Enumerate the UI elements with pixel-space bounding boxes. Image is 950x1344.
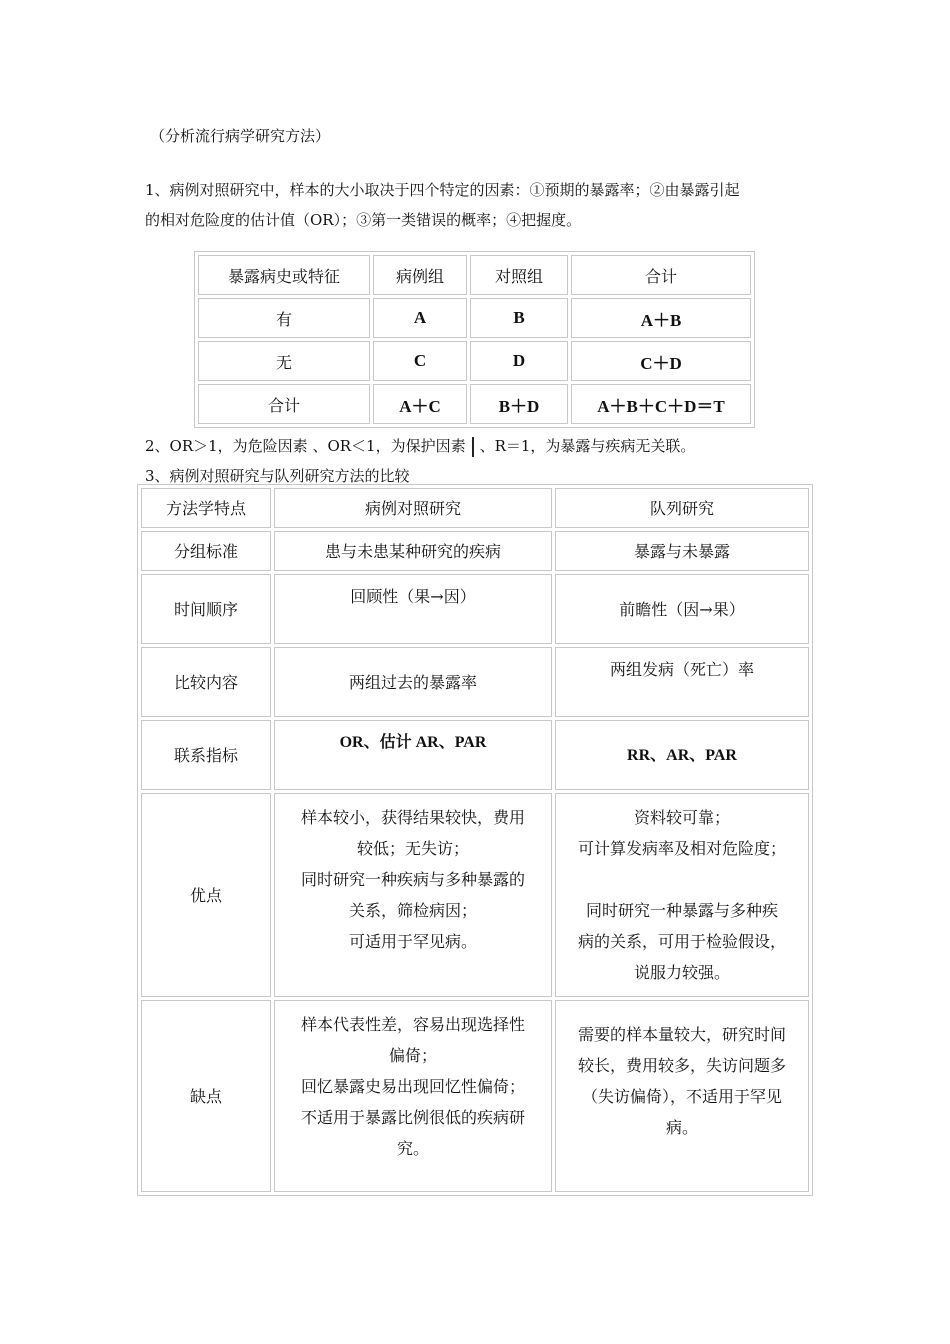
cell-line: 较长，费用较多，失访问题多 [577, 1056, 786, 1075]
cell-line: 样本代表性差，容易出现选择性 [300, 1015, 525, 1034]
cell-line: 前瞻性（因→果） [619, 599, 745, 619]
row-label: 联系指标 [141, 720, 271, 790]
cell-line: RR、AR、PAR [627, 746, 737, 764]
comparison-table [137, 484, 813, 1196]
cell-line: 究。 [396, 1139, 429, 1158]
row-label: 时间顺序 [141, 574, 271, 644]
table-cell: A＋C [373, 384, 467, 424]
cell-line: 两组发病（死亡）率 [609, 660, 754, 679]
table-cell: C＋D [571, 341, 751, 381]
separator-bar [472, 437, 474, 457]
cell-line: 说服力较强。 [633, 963, 730, 982]
paragraph-2 [145, 436, 695, 457]
table-header-row [141, 488, 809, 528]
case-cell [274, 531, 552, 571]
cell-line: 偏倚； [388, 1046, 437, 1065]
header-case-group: 病例组 [373, 255, 467, 295]
table-header-row [198, 255, 751, 295]
header-control-group: 对照组 [470, 255, 568, 295]
cell-line: OR、估计 AR、PAR [339, 734, 487, 751]
paragraph-2-part-a: 2、OR＞1，为危险因素 、OR＜1，为保护因素 [145, 437, 466, 455]
header-exposure: 暴露病史或特征 [198, 255, 370, 295]
table-cell: A＋B＋C＋D＝T [571, 384, 751, 424]
table-row [198, 384, 751, 424]
row-label: 分组标准 [141, 531, 271, 571]
case-cell [274, 574, 552, 644]
row-label: 比较内容 [141, 647, 271, 717]
cohort-cell [555, 574, 809, 644]
table-row [141, 1000, 809, 1192]
cell-line: 病的关系，可用于检验假设， [577, 932, 786, 951]
cell-line: 可适用于罕见病。 [348, 932, 477, 951]
cell-line: （失访偏倚），不适用于罕见 [581, 1087, 782, 1106]
table-cell: B [470, 298, 568, 338]
cohort-cell [555, 1000, 809, 1192]
row-label: 缺点 [141, 1000, 271, 1192]
case-cell [274, 647, 552, 717]
cell-line: 同时研究一种疾病与多种暴露的 [300, 870, 525, 889]
cell-line: 需要的样本量较大，研究时间 [577, 1025, 786, 1044]
table-row [198, 341, 751, 381]
paragraph-2-part-b: 、R＝1，为暴露与疾病无关联。 [479, 437, 696, 455]
table-row [141, 531, 809, 571]
cell-line: 较低；无失访； [356, 839, 469, 858]
exposure-table [194, 251, 755, 428]
paragraph-1-line-1: 1、病例对照研究中，样本的大小取决于四个特定的因素：①预期的暴露率；②由暴露引起 [145, 181, 740, 199]
cell-line: 同时研究一种暴露与多种疾 [585, 901, 778, 920]
table-cell: A＋B [571, 298, 751, 338]
table-row [141, 647, 809, 717]
case-cell [274, 720, 552, 790]
table-cell: B＋D [470, 384, 568, 424]
cell-line: 患与未患某种研究的疾病 [324, 541, 501, 561]
paragraph-1-line-2: 的相对危险度的估计值（OR）；③第一类错误的概率；④把握度。 [145, 211, 582, 229]
cell-line: 回忆暴露史易出现回忆性偏倚； [300, 1077, 525, 1096]
header-total: 合计 [571, 255, 751, 295]
cell-line: 关系，筛检病因； [348, 901, 477, 920]
cell-line: 可计算发病率及相对危险度； [577, 839, 786, 858]
cell-line: 暴露与未暴露 [633, 541, 730, 561]
row-label: 无 [198, 341, 370, 381]
table-row [141, 574, 809, 644]
table-row [141, 793, 809, 997]
row-label: 优点 [141, 793, 271, 997]
cell-line [560, 864, 804, 895]
cell-line: 回顾性（果→因） [350, 587, 476, 606]
header-case-control: 病例对照研究 [274, 488, 552, 528]
cell-line: 不适用于暴露比例很低的疾病研 [300, 1108, 525, 1127]
header-cohort: 队列研究 [555, 488, 809, 528]
cell-line: 两组过去的暴露率 [348, 672, 477, 692]
cohort-cell [555, 793, 809, 997]
table-row [141, 720, 809, 790]
table-cell: C [373, 341, 467, 381]
cell-line: 病。 [665, 1118, 698, 1137]
document-heading: （分析流行病学研究方法） [150, 127, 331, 145]
paragraph-3: 3、病例对照研究与队列研究方法的比较 [145, 467, 410, 485]
cell-line: 样本较小，获得结果较快，费用 [300, 808, 525, 827]
case-cell [274, 793, 552, 997]
row-label: 有 [198, 298, 370, 338]
cohort-cell [555, 531, 809, 571]
row-label: 合计 [198, 384, 370, 424]
cell-line: 资料较可靠； [633, 808, 730, 827]
table-row [198, 298, 751, 338]
header-method-feature: 方法学特点 [141, 488, 271, 528]
cohort-cell [555, 720, 809, 790]
table-cell: A [373, 298, 467, 338]
case-cell [274, 1000, 552, 1192]
table-cell: D [470, 341, 568, 381]
cohort-cell [555, 647, 809, 717]
